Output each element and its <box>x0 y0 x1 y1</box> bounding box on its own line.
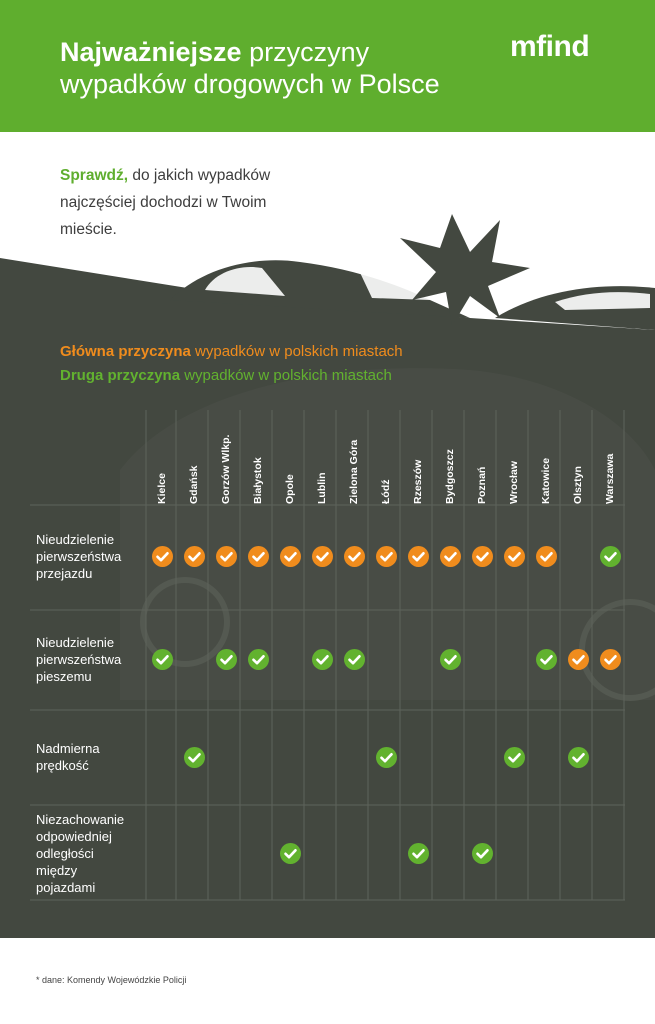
secondary-cause-check-icon <box>248 649 269 670</box>
city-header <box>212 430 240 504</box>
city-header <box>500 430 528 504</box>
city-header <box>308 430 336 504</box>
footnote: * dane: Komendy Wojewódzkie Policji <box>36 975 187 985</box>
city-header <box>532 430 560 504</box>
row-label-line: Nieudzielenie <box>36 532 115 547</box>
city-header-label: Warszawa <box>604 453 616 504</box>
city-header <box>436 430 464 504</box>
city-header-label: Wrocław <box>508 461 520 504</box>
row-label-line: Niezachowanie <box>36 812 125 827</box>
secondary-cause-check-icon <box>344 649 365 670</box>
city-header-label: Zielona Góra <box>348 439 360 504</box>
city-header <box>372 430 400 504</box>
primary-cause-check-icon <box>312 546 333 567</box>
city-header-label: Rzeszów <box>412 459 424 504</box>
city-header-label: Gdańsk <box>188 465 200 504</box>
row-label <box>36 634 121 685</box>
primary-cause-check-icon <box>344 546 365 567</box>
primary-cause-check-icon <box>376 546 397 567</box>
secondary-cause-check-icon <box>408 843 429 864</box>
city-header-label: Poznań <box>476 466 488 504</box>
legend <box>60 340 403 388</box>
primary-cause-check-icon <box>216 546 237 567</box>
primary-cause-check-icon <box>440 546 461 567</box>
city-header-label: Białystok <box>252 457 264 504</box>
secondary-cause-check-icon <box>536 649 557 670</box>
city-header-label: Katowice <box>540 457 552 504</box>
city-header-label: Kielce <box>156 473 168 504</box>
secondary-cause-check-icon <box>216 649 237 670</box>
row-label <box>36 531 121 582</box>
legend-secondary: Druga przyczyna wypadków w polskich miastach <box>60 367 392 384</box>
primary-cause-check-icon <box>248 546 269 567</box>
row-label-line: między <box>36 863 78 878</box>
row-label-line: prędkość <box>36 758 89 773</box>
intro-text: Sprawdź, do jakich wypadków najczęściej dochodzi w Twoim mieście. <box>60 167 271 238</box>
secondary-cause-check-icon <box>504 747 525 768</box>
row-label-line: pojazdami <box>36 880 96 895</box>
city-header <box>404 430 432 504</box>
city-header-label: Olsztyn <box>572 466 584 504</box>
primary-cause-check-icon <box>280 546 301 567</box>
mfind-logo: mfind <box>510 30 590 63</box>
primary-cause-check-icon <box>504 546 525 567</box>
row-label-line: odpowiedniej <box>36 829 112 844</box>
city-header <box>468 430 496 504</box>
secondary-cause-check-icon <box>472 843 493 864</box>
primary-cause-check-icon <box>472 546 493 567</box>
row-label <box>36 811 124 896</box>
city-header <box>340 430 368 504</box>
primary-cause-check-icon <box>536 546 557 567</box>
city-header <box>148 430 176 504</box>
secondary-cause-check-icon <box>376 747 397 768</box>
primary-cause-check-icon <box>408 546 429 567</box>
city-header-label: Bydgoszcz <box>444 449 456 504</box>
primary-cause-check-icon <box>152 546 173 567</box>
row-label-line: pierwszeństwa <box>36 652 122 667</box>
primary-cause-check-icon <box>568 649 589 670</box>
secondary-cause-check-icon <box>600 546 621 567</box>
city-header-label: Lublin <box>316 472 328 504</box>
page-title: Najważniejsze przyczyny wypadków drogowych w Polsce <box>60 37 440 99</box>
row-label-line: odległości <box>36 846 94 861</box>
primary-cause-check-icon <box>600 649 621 670</box>
secondary-cause-check-icon <box>152 649 173 670</box>
city-header-label: Opole <box>284 474 296 504</box>
header-banner <box>0 0 655 132</box>
legend-primary: Główna przyczyna wypadków w polskich miastach <box>60 343 403 360</box>
secondary-cause-check-icon <box>568 747 589 768</box>
city-header-label: Gorzów Wlkp. <box>220 434 232 504</box>
city-header <box>564 430 592 504</box>
city-header <box>276 430 304 504</box>
row-label-line: Nieudzielenie <box>36 635 115 650</box>
secondary-cause-check-icon <box>440 649 461 670</box>
secondary-cause-check-icon <box>280 843 301 864</box>
secondary-cause-check-icon <box>312 649 333 670</box>
city-header <box>596 430 624 504</box>
city-header <box>244 430 272 504</box>
primary-cause-check-icon <box>184 546 205 567</box>
row-label-line: pierwszeństwa <box>36 549 122 564</box>
row-label-line: pieszemu <box>36 669 92 684</box>
row-label-line: przejazdu <box>36 566 93 581</box>
city-header <box>180 430 208 504</box>
secondary-cause-check-icon <box>184 747 205 768</box>
city-header-label: Łódź <box>380 479 392 504</box>
row-label <box>36 740 100 774</box>
row-label-line: Nadmierna <box>36 741 100 756</box>
